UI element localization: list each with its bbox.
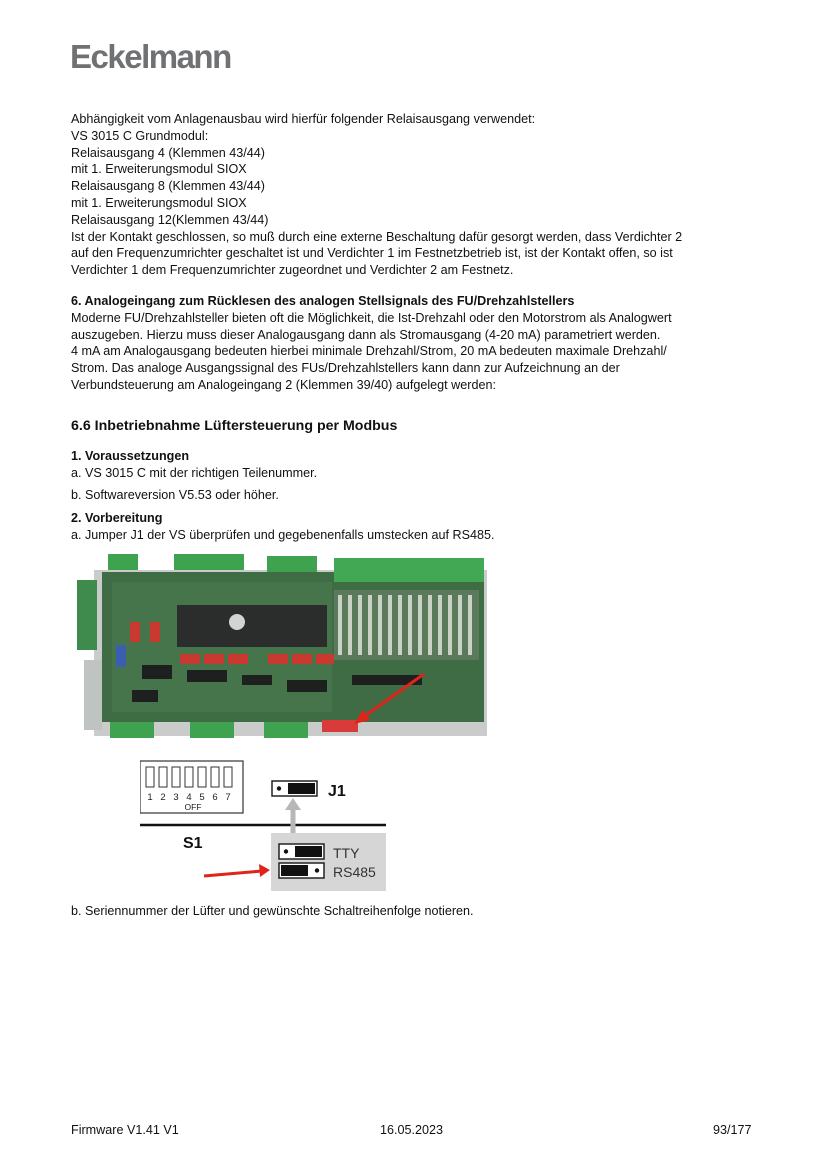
requirement-b: b. Softwareversion V5.53 oder höher. — [71, 488, 279, 502]
requirement-b-block — [71, 487, 761, 504]
intro-line: VS 3015 C Grundmodul: — [71, 128, 209, 143]
footer-firmware: Firmware V1.41 V1 — [71, 1123, 179, 1137]
tty-label: TTY — [333, 845, 360, 861]
dip-off-label: OFF — [184, 802, 202, 812]
intro-line: Ist der Kontakt geschlossen, so muß durch eine externe Beschaltung dafür gesorgt werden, dass Verdichter 2 — [71, 229, 683, 244]
preparation — [71, 510, 761, 544]
red-arrow — [204, 871, 262, 876]
dip-number: 4 — [186, 792, 192, 803]
section-line: Moderne FU/Drehzahlsteller bieten oft die Möglichkeit, die Ist-Drehzahl oder den Motorstrom als Analogwert — [71, 310, 672, 325]
section-line: Strom. Das analoge Ausgangssignal des FUs/Drehzahlstellers kann dann zur Aufzeichnung an der — [71, 361, 620, 376]
section-line: auszugeben. Hierzu muss dieser Analogausgang dann als Stromausgang (4-20 mA) parametriert werden. — [71, 327, 661, 342]
footer-date: 16.05.2023 — [380, 1123, 444, 1137]
intro-paragraph — [71, 111, 761, 279]
section-line: Verbundsteuerung am Analogeingang 2 (Klemmen 39/40) aufgelegt werden: — [71, 377, 496, 392]
intro-line: Verdichter 1 dem Frequenzumrichter zugeordnet und Verdichter 2 am Festnetz. — [71, 263, 514, 278]
preparation-title: 2. Vorbereitung — [71, 511, 163, 525]
jumper-diagram — [140, 758, 400, 893]
dip-number: 1 — [147, 792, 153, 803]
section-analog-input — [71, 293, 761, 394]
section-line: 4 mA am Analogausgang bedeuten hierbei minimale Drehzahl/Strom, 20 mA bedeuten maximale Drehzahl/ — [71, 344, 667, 359]
j1-label: J1 — [328, 783, 346, 800]
intro-line: Relaisausgang 4 (Klemmen 43/44) — [71, 145, 265, 160]
intro-line: Relaisausgang 12(Klemmen 43/44) — [71, 212, 269, 227]
controller-board-photo — [72, 550, 487, 742]
requirement-a: a. VS 3015 C mit der richtigen Teilenummer. — [71, 465, 318, 480]
intro-line: Abhängigkeit vom Anlagenausbau wird hierfür folgender Relaisausgang verwendet: — [71, 112, 536, 126]
dip-number: 5 — [199, 792, 205, 803]
dip-number: 3 — [173, 792, 179, 803]
company-logo: Eckelmann — [70, 38, 231, 75]
intro-line: mit 1. Erweiterungsmodul SIOX — [71, 195, 247, 210]
rs485-label: RS485 — [333, 864, 376, 880]
section-title: 6. Analogeingang zum Rücklesen des analogen Stellsignals des FU/Drehzahlstellers — [71, 294, 575, 308]
jumper-options-box — [271, 833, 386, 891]
preparation-b: b. Seriennummer der Lüfter und gewünschte Schaltreihenfolge notieren. — [71, 904, 474, 918]
section-heading-modbus: 6.6 Inbetriebnahme Lüftersteuerung per Modbus — [71, 418, 398, 434]
requirements-title: 1. Voraussetzungen — [71, 449, 190, 463]
dip-number: 6 — [212, 792, 218, 803]
intro-line: mit 1. Erweiterungsmodul SIOX — [71, 162, 247, 177]
intro-line: auf den Frequenzumrichter geschaltet ist und Verdichter 1 im Festnetzbetrieb ist, ist der Kontakt offen, so ist — [71, 246, 673, 261]
footer-page: 93/177 — [713, 1123, 752, 1137]
preparation-a: a. Jumper J1 der VS überprüfen und gegebenenfalls umstecken auf RS485. — [71, 527, 495, 542]
dip-number: 7 — [225, 792, 231, 803]
s1-label: S1 — [183, 835, 203, 852]
requirements — [71, 448, 761, 482]
dip-number: 2 — [160, 792, 166, 803]
preparation-b-block — [71, 903, 761, 920]
intro-line: Relaisausgang 8 (Klemmen 43/44) — [71, 179, 265, 194]
